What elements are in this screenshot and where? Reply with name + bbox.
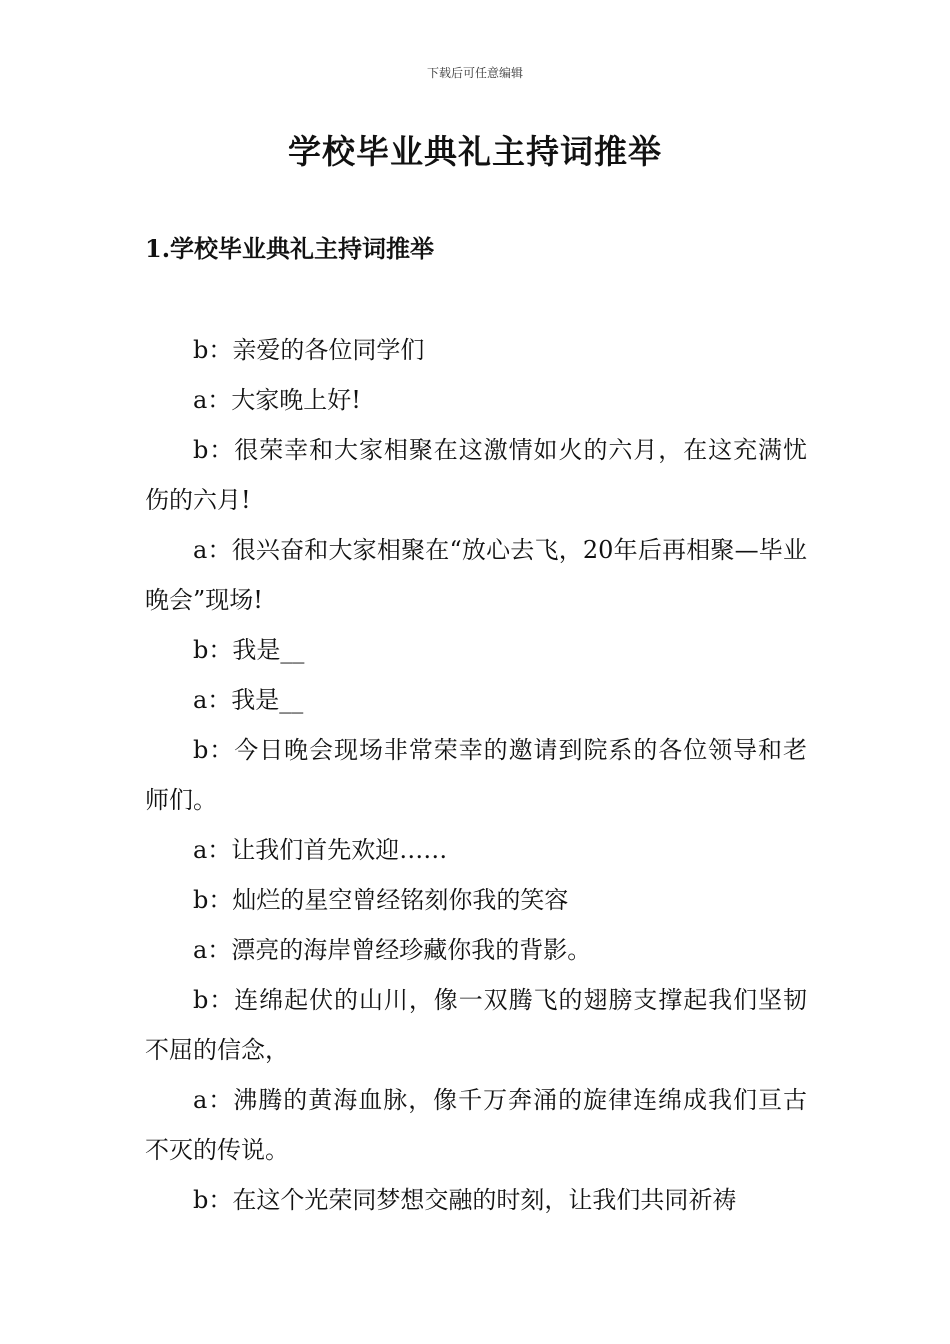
header-note: 下载后可任意编辑 [426, 66, 523, 80]
paragraph-13: b：在这个光荣同梦想交融的时刻，让我们共同祈祷 [193, 1186, 737, 1214]
section-heading: 1.学校毕业典礼主持词推举 [145, 234, 435, 263]
paragraph-2: a：大家晚上好! [193, 386, 361, 414]
document-title: 学校毕业典礼主持词推举 [288, 132, 662, 171]
paragraph-5: b：我是__ [193, 636, 305, 664]
paragraph-11: b：连绵起伏的山川，像一双腾飞的翅膀支撑起我们坚韧不屈的信念， [145, 986, 807, 1064]
paragraph-12: a：沸腾的黄海血脉，像千万奔涌的旋律连绵成我们亘古不灭的传说。 [145, 1086, 807, 1164]
paragraph-9: b：灿烂的星空曾经铭刻你我的笑容 [193, 886, 569, 914]
paragraph-4: a：很兴奋和大家相聚在“放心去飞，20年后再相聚—毕业晚会”现场! [145, 536, 807, 614]
paragraph-1: b：亲爱的各位同学们 [193, 336, 425, 364]
paragraph-10: a：漂亮的海岸曾经珍藏你我的背影。 [193, 936, 592, 964]
paragraph-3: b：很荣幸和大家相聚在这激情如火的六月，在这充满忧伤的六月! [145, 436, 807, 514]
paragraph-7: b：今日晚会现场非常荣幸的邀请到院系的各位领导和老师们。 [145, 736, 807, 814]
paragraph-6: a：我是__ [193, 686, 304, 714]
paragraph-8: a：让我们首先欢迎…… [193, 836, 448, 864]
document-body [145, 325, 807, 1225]
